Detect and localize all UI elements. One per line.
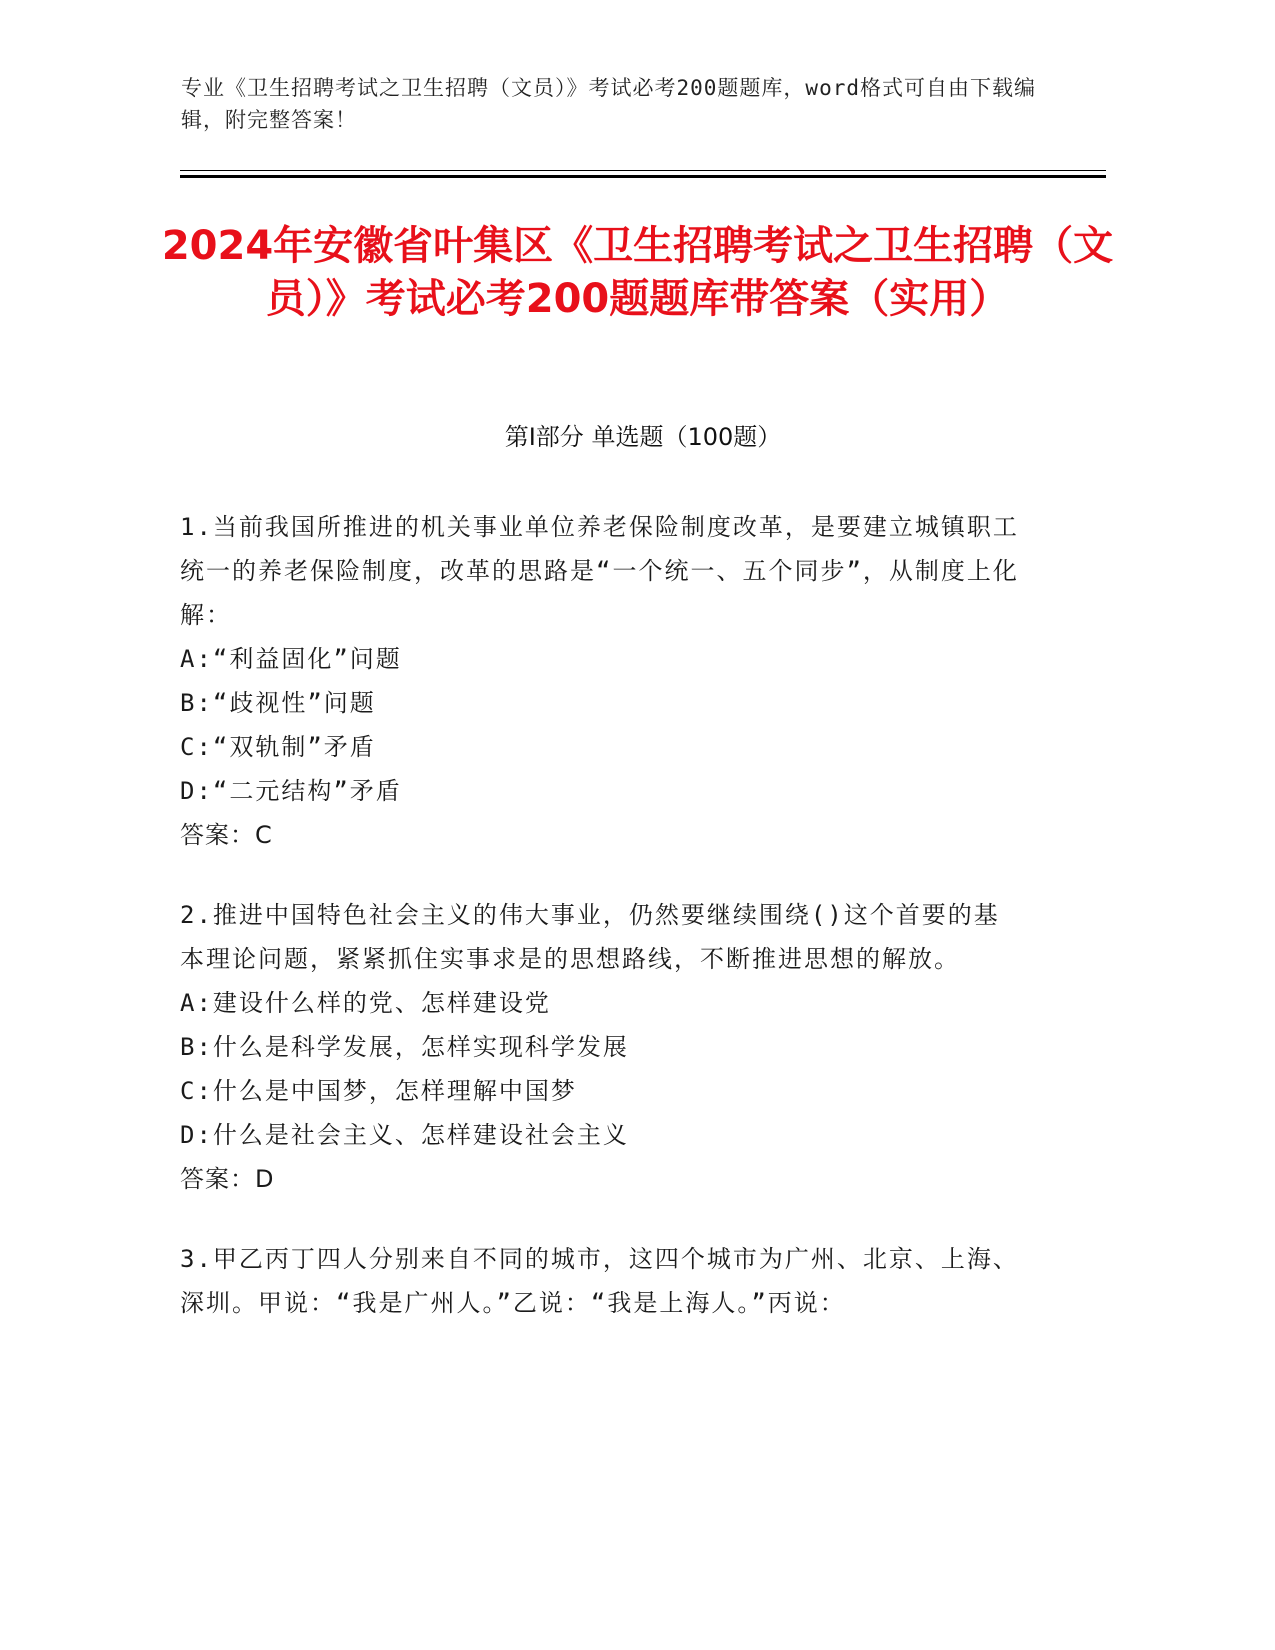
question-2 xyxy=(180,893,1025,1201)
option-a: A:建设什么样的党、怎样建设党 xyxy=(180,989,551,1017)
option-a: A:“利益固化”问题 xyxy=(180,645,402,673)
option-b: B:什么是科学发展，怎样实现科学发展 xyxy=(180,1033,629,1061)
question-stem: 3.甲乙丙丁四人分别来自不同的城市，这四个城市为广州、北京、上海、深圳。甲说：“我是广州人。”乙说：“我是上海人。”丙说： xyxy=(180,1245,1019,1317)
section-heading: 第Ⅰ部分 单选题（100题） xyxy=(504,423,782,451)
question-list xyxy=(180,505,1025,1361)
question-stem: 2.推进中国特色社会主义的伟大事业，仍然要继续围绕()这个首要的基本理论问题，紧紧抓住实事求是的思想路线，不断推进思想的解放。 xyxy=(180,901,1000,973)
question-3 xyxy=(180,1237,1025,1325)
question-1 xyxy=(180,505,1025,857)
header-divider-thick xyxy=(180,175,1106,178)
document-title: 2024年安徽省叶集区《卫生招聘考试之卫生招聘（文员）》考试必考200题题库带答案（实用） xyxy=(161,223,1114,322)
option-b: B:“歧视性”问题 xyxy=(180,689,376,717)
header-divider-thin xyxy=(180,170,1106,171)
option-d: D:什么是社会主义、怎样建设社会主义 xyxy=(180,1121,629,1149)
option-list xyxy=(180,981,1025,1157)
option-c: C:什么是中国梦，怎样理解中国梦 xyxy=(180,1077,577,1105)
header-note: 专业《卫生招聘考试之卫生招聘（文员）》考试必考200题题库，word格式可自由下载编辑，附完整答案！ xyxy=(181,76,1036,132)
answer-line: 答案：D xyxy=(180,1165,275,1193)
option-c: C:“双轨制”矛盾 xyxy=(180,733,376,761)
option-list xyxy=(180,637,1025,813)
question-stem: 1.当前我国所推进的机关事业单位养老保险制度改革，是要建立城镇职工统一的养老保险制度，改革的思路是“一个统一、五个同步”，从制度上化解： xyxy=(180,513,1019,629)
answer-line: 答案：C xyxy=(180,821,273,849)
option-d: D:“二元结构”矛盾 xyxy=(180,777,402,805)
